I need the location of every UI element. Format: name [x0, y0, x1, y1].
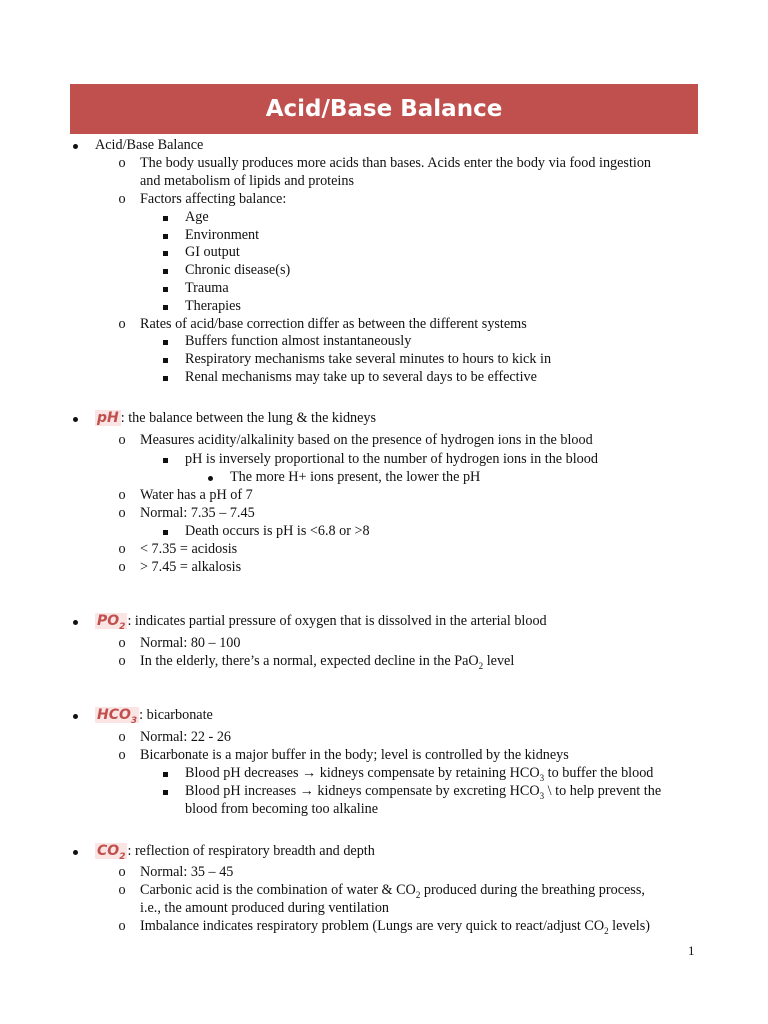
list-item: The body usually produces more acids than bases. Acids enter the body via food ingestion	[140, 155, 652, 171]
bullet-square	[160, 782, 170, 800]
bullet-circle: o	[118, 316, 126, 332]
list-item: In the elderly, there’s a normal, expected decline in the PaO$_2$ level	[140, 653, 515, 671]
bullet-dot	[70, 612, 80, 630]
list-item: Water has a pH of 7	[140, 487, 253, 503]
bullet-square	[160, 450, 170, 468]
bullet-square	[160, 261, 170, 279]
list-item: Renal mechanisms may take up to several days to be effective	[185, 369, 537, 385]
list-item: pH is inversely proportional to the number of hydrogen ions in the blood	[185, 451, 598, 467]
co2-desc: : reflection of respiratory breadth and depth	[127, 843, 375, 859]
bullet-circle: o	[118, 505, 126, 521]
list-item: The more H+ ions present, the lower the pH	[230, 469, 481, 485]
list-item: Trauma	[185, 280, 229, 296]
list-item: Bicarbonate is a major buffer in the body; level is controlled by the kidneys	[140, 747, 569, 763]
bullet-dot	[70, 136, 80, 154]
po2-term: $PO_2$	[97, 613, 126, 632]
bullet-circle: o	[118, 487, 126, 503]
list-item: Death occurs is pH is <6.8 or >8	[185, 523, 370, 539]
ph-term: pH	[97, 410, 119, 426]
list-item: Blood pH increases → kidneys compensate by excreting $HCO_3$ \ to help prevent the	[185, 783, 662, 801]
bullet-dot	[70, 842, 80, 860]
bullet-square	[160, 297, 170, 315]
list-item: Buffers function almost instantaneously	[185, 333, 412, 349]
bullet-square	[160, 350, 170, 368]
co2-heading	[95, 842, 375, 860]
list-item: Age	[185, 209, 209, 225]
list-item: Carbonic acid is the combination of water & $CO_2$ produced during the breathing process,	[140, 882, 645, 900]
list-item: Blood pH decreases → kidneys compensate by retaining $HCO_3$ to buffer the blood	[185, 765, 654, 783]
list-item: Environment	[185, 227, 260, 243]
list-item: Rates of acid/base correction differ as between the different systems	[140, 316, 527, 332]
bullet-circle: o	[118, 191, 126, 207]
bullet-circle: o	[118, 559, 126, 575]
list-item: Imbalance indicates respiratory problem (Lungs are very quick to react/adjust $CO_2$ levels)	[140, 918, 650, 936]
list-item: Normal: 7.35 – 7.45	[140, 505, 255, 521]
bullet-circle: o	[118, 432, 126, 448]
list-item: i.e., the amount produced during ventilation	[140, 900, 390, 916]
bullet-circle: o	[118, 882, 126, 898]
ph-heading	[95, 409, 376, 427]
bullet-circle: o	[118, 155, 126, 171]
title-banner	[70, 84, 698, 134]
bullet-square	[160, 226, 170, 244]
po2-desc: : indicates partial pressure of oxygen that is dissolved in the arterial blood	[127, 613, 547, 629]
list-item: Factors affecting balance:	[140, 191, 287, 207]
bullet-square	[160, 332, 170, 350]
bullet-circle: o	[118, 864, 126, 880]
list-item: Normal: 35 – 45	[140, 864, 234, 880]
bullet-square	[160, 522, 170, 540]
bullet-circle: o	[118, 918, 126, 934]
co2-term: $CO_2$	[97, 843, 126, 862]
bullet-square	[160, 243, 170, 261]
bullet-dot	[205, 468, 215, 486]
list-item: Therapies	[185, 298, 241, 314]
list-item: < 7.35 = acidosis	[140, 541, 238, 557]
list-item: Chronic disease(s)	[185, 262, 291, 278]
bullet-circle: o	[118, 635, 126, 651]
list-item: Respiratory mechanisms take several minutes to hours to kick in	[185, 351, 552, 367]
bullet-square	[160, 368, 170, 386]
list-item: and metabolism of lipids and proteins	[140, 173, 354, 189]
bullet-circle: o	[118, 747, 126, 763]
bullet-circle: o	[118, 541, 126, 557]
bullet-dot	[70, 706, 80, 724]
list-item: GI output	[185, 244, 240, 260]
list-item: Measures acidity/alkalinity based on the presence of hydrogen ions in the blood	[140, 432, 593, 448]
bullet-circle: o	[118, 729, 126, 745]
list-item: Normal: 80 – 100	[140, 635, 241, 651]
hco3-heading	[95, 706, 213, 724]
section-heading: Acid/Base Balance	[95, 137, 204, 153]
page-title: Acid/Base Balance	[265, 96, 503, 122]
bullet-square	[160, 279, 170, 297]
list-item: Normal: 22 - 26	[140, 729, 232, 745]
bullet-dot	[70, 409, 80, 427]
bullet-square	[160, 208, 170, 226]
bullet-square	[160, 764, 170, 782]
list-item: blood from becoming too alkaline	[185, 801, 379, 817]
list-item: > 7.45 = alkalosis	[140, 559, 242, 575]
po2-heading	[95, 612, 547, 630]
page-number: 1	[688, 943, 695, 958]
hco3-term: $HCO_3$	[97, 707, 138, 726]
hco3-desc: : bicarbonate	[139, 707, 213, 723]
bullet-circle: o	[118, 653, 126, 669]
ph-desc: : the balance between the lung & the kidneys	[120, 410, 377, 426]
